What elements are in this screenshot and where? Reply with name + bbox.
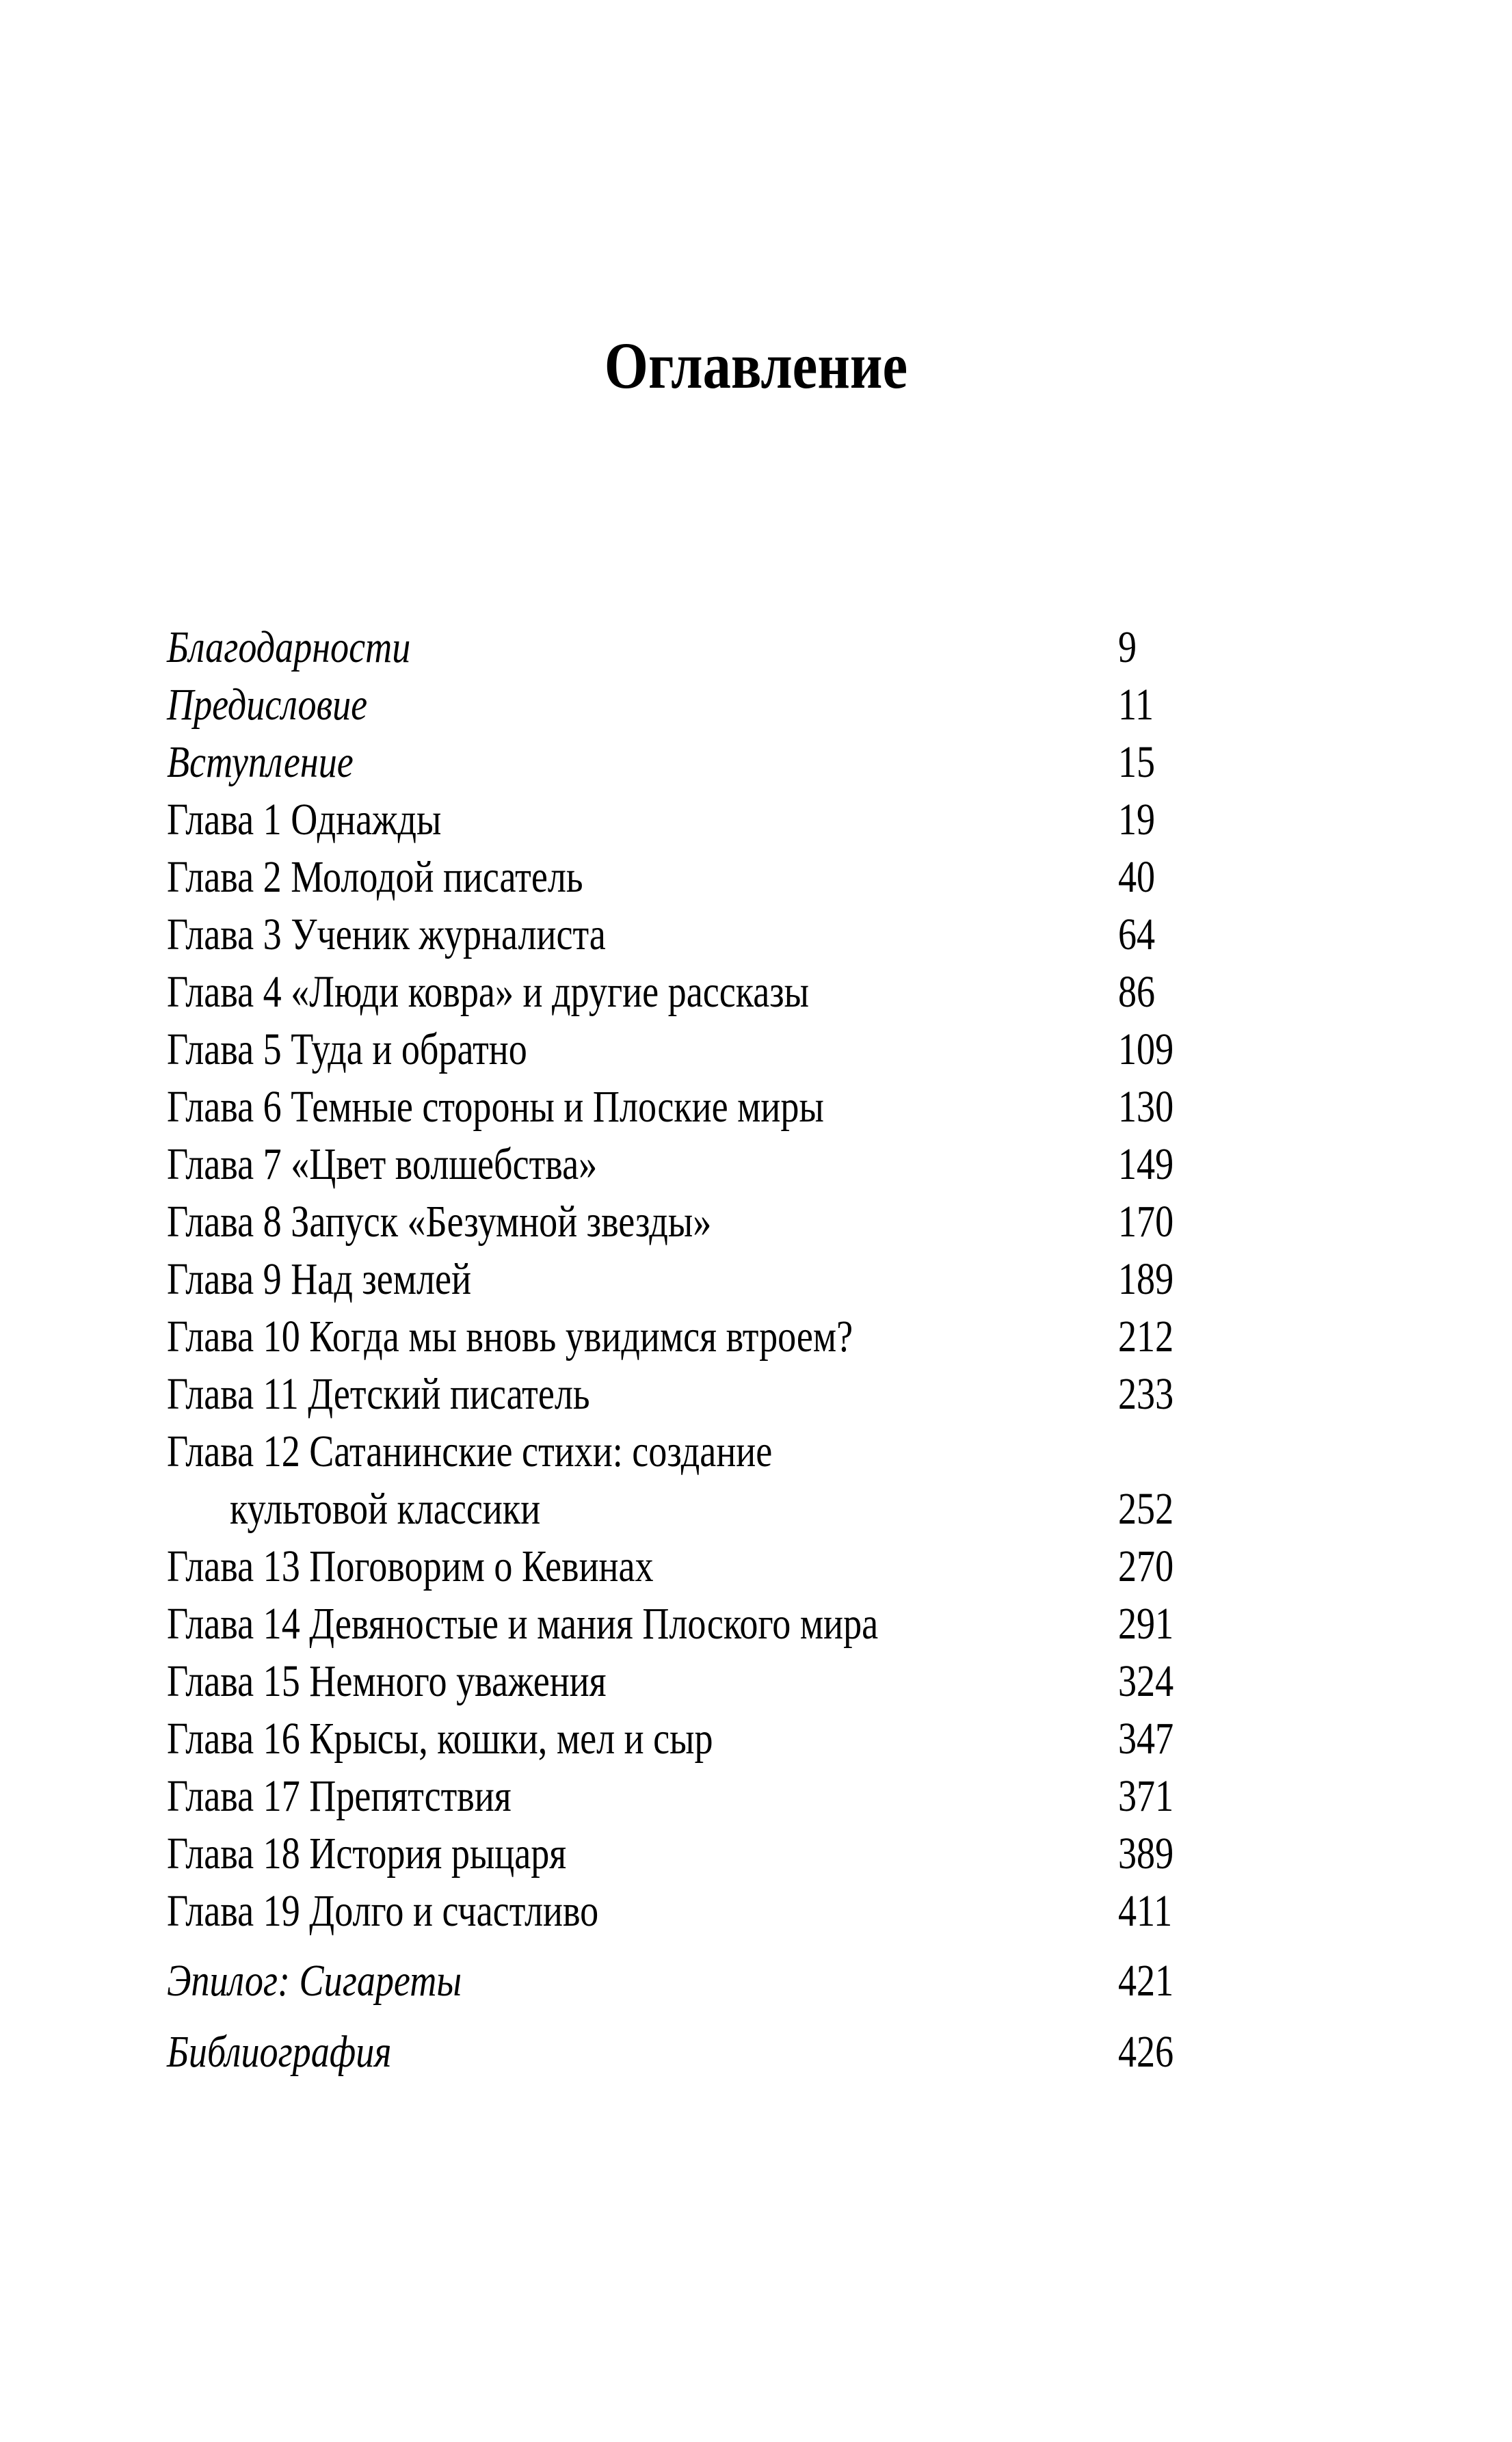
toc-entry[interactable] [167, 1825, 1398, 1883]
entry-label: Глава 17 Препятствия [167, 1771, 512, 1821]
entry-page: 347 [1118, 1714, 1174, 1764]
toc-entry[interactable] [167, 734, 1398, 791]
entry-page: 270 [1118, 1541, 1174, 1591]
toc-entry[interactable] [167, 1653, 1398, 1710]
entry-label: Глава 7 «Цвет волшебства» [167, 1139, 598, 1189]
entry-label: Глава 2 Молодой писатель [167, 852, 583, 902]
toc-entry[interactable] [167, 619, 1398, 676]
toc-entry[interactable] [167, 791, 1398, 849]
entry-label: Глава 13 Поговорим о Кевинах [167, 1541, 654, 1591]
entry-label: Глава 3 Ученик журналиста [167, 910, 606, 959]
toc-entry-continuation[interactable] [167, 1481, 1398, 1538]
entry-label: Предисловие [167, 680, 368, 730]
toc-entry[interactable] [167, 1366, 1398, 1423]
entry-page: 389 [1118, 1829, 1174, 1879]
entry-page: 9 [1118, 622, 1137, 672]
entry-page: 189 [1118, 1254, 1174, 1304]
toc-entry[interactable] [167, 1538, 1398, 1595]
entry-label: Глава 14 Девяностые и мания Плоского мира [167, 1599, 879, 1649]
toc-entry[interactable] [167, 1710, 1398, 1768]
toc-entry[interactable] [167, 1952, 1398, 2010]
toc-entry[interactable] [167, 676, 1398, 734]
toc-entry[interactable] [167, 1021, 1398, 1078]
toc-entry[interactable] [167, 906, 1398, 964]
entry-page: 426 [1118, 2027, 1174, 2077]
table-of-contents [167, 619, 1398, 2081]
entry-page: 130 [1118, 1082, 1174, 1132]
entry-label: Глава 6 Темные стороны и Плоские миры [167, 1082, 824, 1132]
entry-label: культовой классики [230, 1484, 541, 1534]
toc-entry[interactable] [167, 1308, 1398, 1366]
entry-label: Глава 10 Когда мы вновь увидимся втроем? [167, 1312, 853, 1362]
entry-page: 233 [1118, 1369, 1174, 1419]
entry-page: 149 [1118, 1139, 1174, 1189]
toc-entry[interactable] [167, 2023, 1398, 2081]
entry-page: 86 [1118, 967, 1156, 1017]
entry-label: Глава 19 Долго и счастливо [167, 1886, 599, 1936]
entry-label: Глава 18 История рыцаря [167, 1829, 567, 1879]
entry-page: 40 [1118, 852, 1156, 902]
entry-page: 11 [1118, 680, 1154, 730]
page-title: Оглавление [604, 329, 908, 403]
entry-label: Благодарности [167, 622, 411, 672]
entry-label: Глава 1 Однажды [167, 795, 442, 845]
entry-label: Глава 11 Детский писатель [167, 1369, 590, 1419]
entry-label: Глава 4 «Люди ковра» и другие рассказы [167, 967, 810, 1017]
entry-page: 411 [1118, 1886, 1173, 1936]
toc-entry[interactable] [167, 1423, 1398, 1481]
entry-page: 252 [1118, 1484, 1174, 1534]
entry-label: Эпилог: Сигареты [167, 1956, 462, 2006]
entry-label: Глава 9 Над землей [167, 1254, 472, 1304]
entry-label: Глава 8 Запуск «Безумной звезды» [167, 1197, 712, 1247]
entry-page: 421 [1118, 1956, 1174, 2006]
entry-page: 15 [1118, 737, 1156, 787]
entry-page: 212 [1118, 1312, 1174, 1362]
entry-page: 170 [1118, 1197, 1174, 1247]
entry-label: Глава 15 Немного уважения [167, 1656, 607, 1706]
toc-entry[interactable] [167, 1595, 1398, 1653]
entry-page: 64 [1118, 910, 1156, 959]
toc-entry[interactable] [167, 849, 1398, 906]
entry-label: Глава 16 Крысы, кошки, мел и сыр [167, 1714, 713, 1764]
entry-label: Вступление [167, 737, 354, 787]
toc-entry[interactable] [167, 1883, 1398, 1940]
entry-page: 371 [1118, 1771, 1174, 1821]
entry-label: Глава 12 Сатанинские стихи: создание [167, 1426, 773, 1476]
entry-page: 109 [1118, 1024, 1174, 1074]
entry-label: Глава 5 Туда и обратно [167, 1024, 527, 1074]
entry-label: Библиография [167, 2027, 392, 2077]
toc-entry[interactable] [167, 964, 1398, 1021]
entry-page: 291 [1118, 1599, 1174, 1649]
toc-entry[interactable] [167, 1136, 1398, 1193]
entry-page: 324 [1118, 1656, 1174, 1706]
toc-entry[interactable] [167, 1251, 1398, 1308]
entry-page: 19 [1118, 795, 1156, 845]
toc-entry[interactable] [167, 1768, 1398, 1825]
toc-entry[interactable] [167, 1193, 1398, 1251]
toc-entry[interactable] [167, 1078, 1398, 1136]
